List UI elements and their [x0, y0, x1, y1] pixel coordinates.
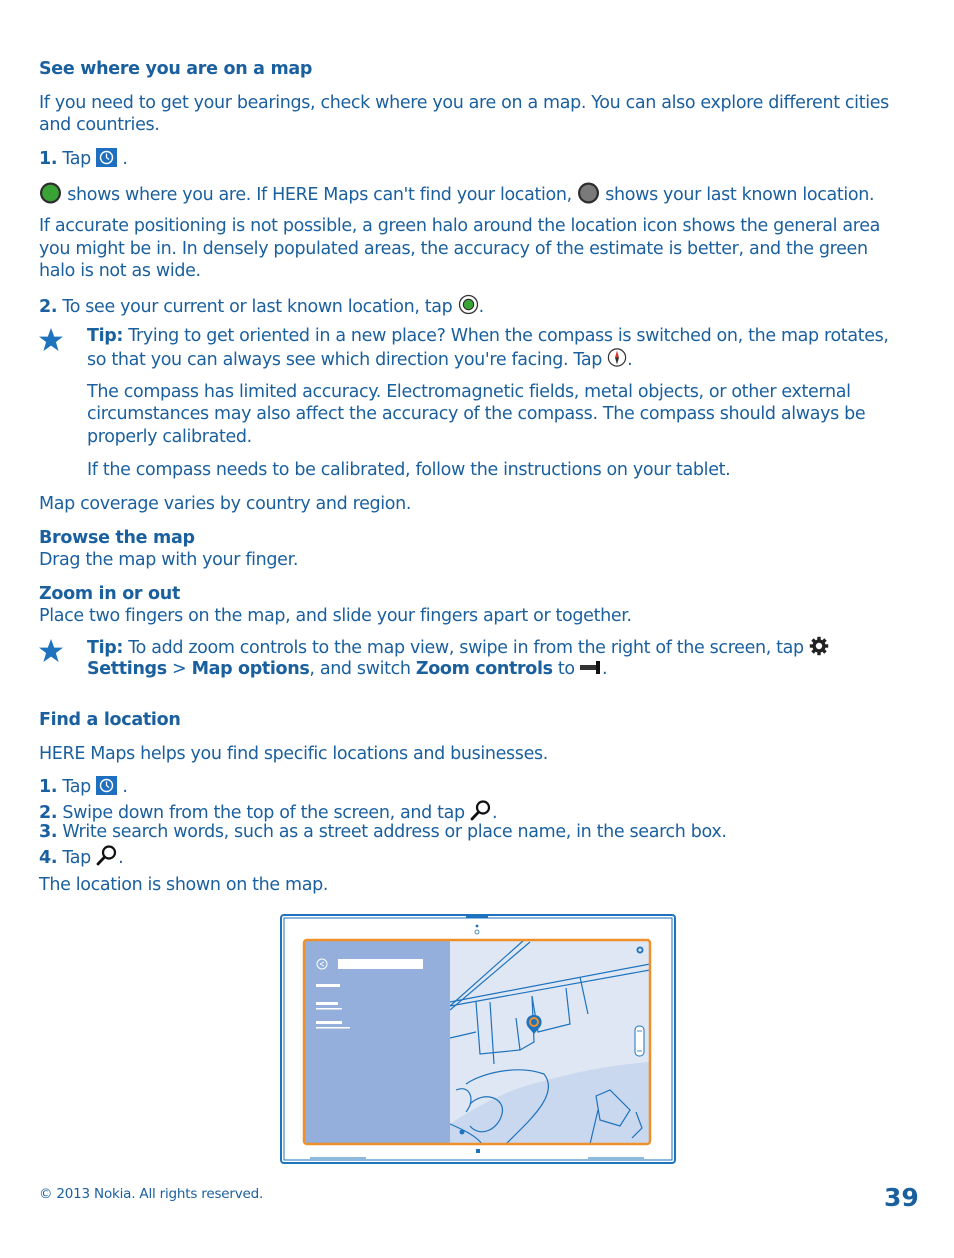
tip-label: Tip:	[87, 326, 124, 346]
accuracy-line-3: halo is not as wide.	[39, 261, 201, 281]
step-end: .	[122, 777, 128, 797]
tablet-map-illustration	[280, 914, 676, 1164]
find-step-3	[39, 821, 727, 844]
step-number: 2.	[39, 803, 58, 823]
locate-me-icon	[458, 294, 479, 315]
step-text: Swipe down from the top of the screen, and tap	[62, 803, 465, 823]
step-text: Tap	[62, 149, 91, 169]
compass-note-line-2: circumstances may also affect the accuracy of the compass. The compass should always be	[87, 404, 866, 424]
zoom-text: Place two fingers on the map, and slide your fingers apart or together.	[39, 606, 632, 626]
tip-end: .	[602, 659, 608, 679]
tip-text: To add zoom controls to the map view, swipe in from the right of the screen, tap	[128, 638, 804, 658]
tip-label: Tip:	[87, 638, 124, 658]
intro-line-1: If you need to get your bearings, check where you are on a map. You can also explore different cities	[39, 93, 889, 113]
section-heading-zoom: Zoom in or out	[39, 584, 181, 604]
search-icon	[470, 799, 492, 821]
page-number: 39	[884, 1183, 919, 1212]
maps-tile-icon	[96, 776, 117, 795]
tip-text: so that you can always see which direction you're facing. Tap	[87, 350, 602, 370]
step-1	[39, 148, 128, 171]
tip2-line-1	[87, 636, 829, 660]
tip-text: Trying to get oriented in a new place? When the compass is switched on, the map rotates,	[128, 326, 889, 346]
tip2-line-2	[87, 658, 607, 681]
maps-tile-icon	[96, 148, 117, 167]
compass-note-line-3: properly calibrated.	[87, 427, 252, 447]
copyright: © 2013 Nokia. All rights reserved.	[39, 1186, 264, 1202]
section-heading-see-where: See where you are on a map	[39, 59, 313, 79]
location-text-1: shows where you are. If HERE Maps can't find your location,	[67, 185, 572, 205]
star-tip-icon	[38, 327, 64, 353]
settings-label: Settings	[87, 659, 167, 679]
accuracy-line-1: If accurate positioning is not possible, a green halo around the location icon shows the general area	[39, 216, 881, 236]
find-intro: HERE Maps helps you find specific locations and businesses.	[39, 744, 548, 764]
calibrate-note: If the compass needs to be calibrated, follow the instructions on your tablet.	[87, 460, 731, 480]
step-number: 2.	[39, 297, 58, 317]
location-text-2: shows your last known location.	[605, 185, 875, 205]
and-switch-text: , and switch	[309, 659, 411, 679]
step-2	[39, 294, 484, 319]
accuracy-line-2: you might be in. In densely populated areas, the accuracy of the estimate is better, and the green	[39, 239, 868, 259]
step-text: Tap	[62, 777, 91, 797]
last-known-location-icon	[577, 182, 600, 204]
current-location-icon	[39, 182, 62, 204]
search-icon	[96, 844, 118, 866]
map-options-label: Map options	[191, 659, 310, 679]
settings-gear-icon	[809, 636, 829, 656]
browse-text: Drag the map with your finger.	[39, 550, 299, 570]
gt-symbol: >	[172, 659, 187, 679]
tip1-line-1	[87, 325, 889, 348]
section-heading-find: Find a location	[39, 710, 181, 730]
location-explanation	[39, 182, 874, 207]
toggle-switch-icon	[580, 661, 602, 675]
find-step-1	[39, 776, 128, 799]
section-heading-browse: Browse the map	[39, 528, 195, 548]
star-tip-icon	[38, 638, 64, 664]
step-number: 4.	[39, 848, 58, 868]
to-text: to	[557, 659, 575, 679]
step-text: Tap	[62, 848, 91, 868]
step-end: .	[491, 803, 498, 823]
step-text: To see your current or last known location, tap	[62, 297, 453, 317]
find-result: The location is shown on the map.	[39, 875, 329, 895]
zoom-controls-label: Zoom controls	[415, 659, 553, 679]
tip-end: .	[627, 350, 633, 370]
compass-icon	[607, 347, 627, 368]
step-text: Write search words, such as a street address or place name, in the search box.	[62, 822, 727, 842]
coverage-note: Map coverage varies by country and region.	[39, 494, 412, 514]
step-end: .	[122, 149, 128, 169]
compass-note-line-1: The compass has limited accuracy. Electromagnetic fields, metal objects, or other external	[87, 382, 851, 402]
step-end: .	[118, 848, 124, 868]
step-end: .	[478, 297, 484, 317]
step-number: 3.	[39, 822, 58, 842]
tip1-line-2	[87, 347, 632, 372]
intro-line-2: and countries.	[39, 115, 160, 135]
step-number: 1.	[39, 777, 58, 797]
find-step-4	[39, 844, 123, 870]
step-number: 1.	[39, 149, 58, 169]
